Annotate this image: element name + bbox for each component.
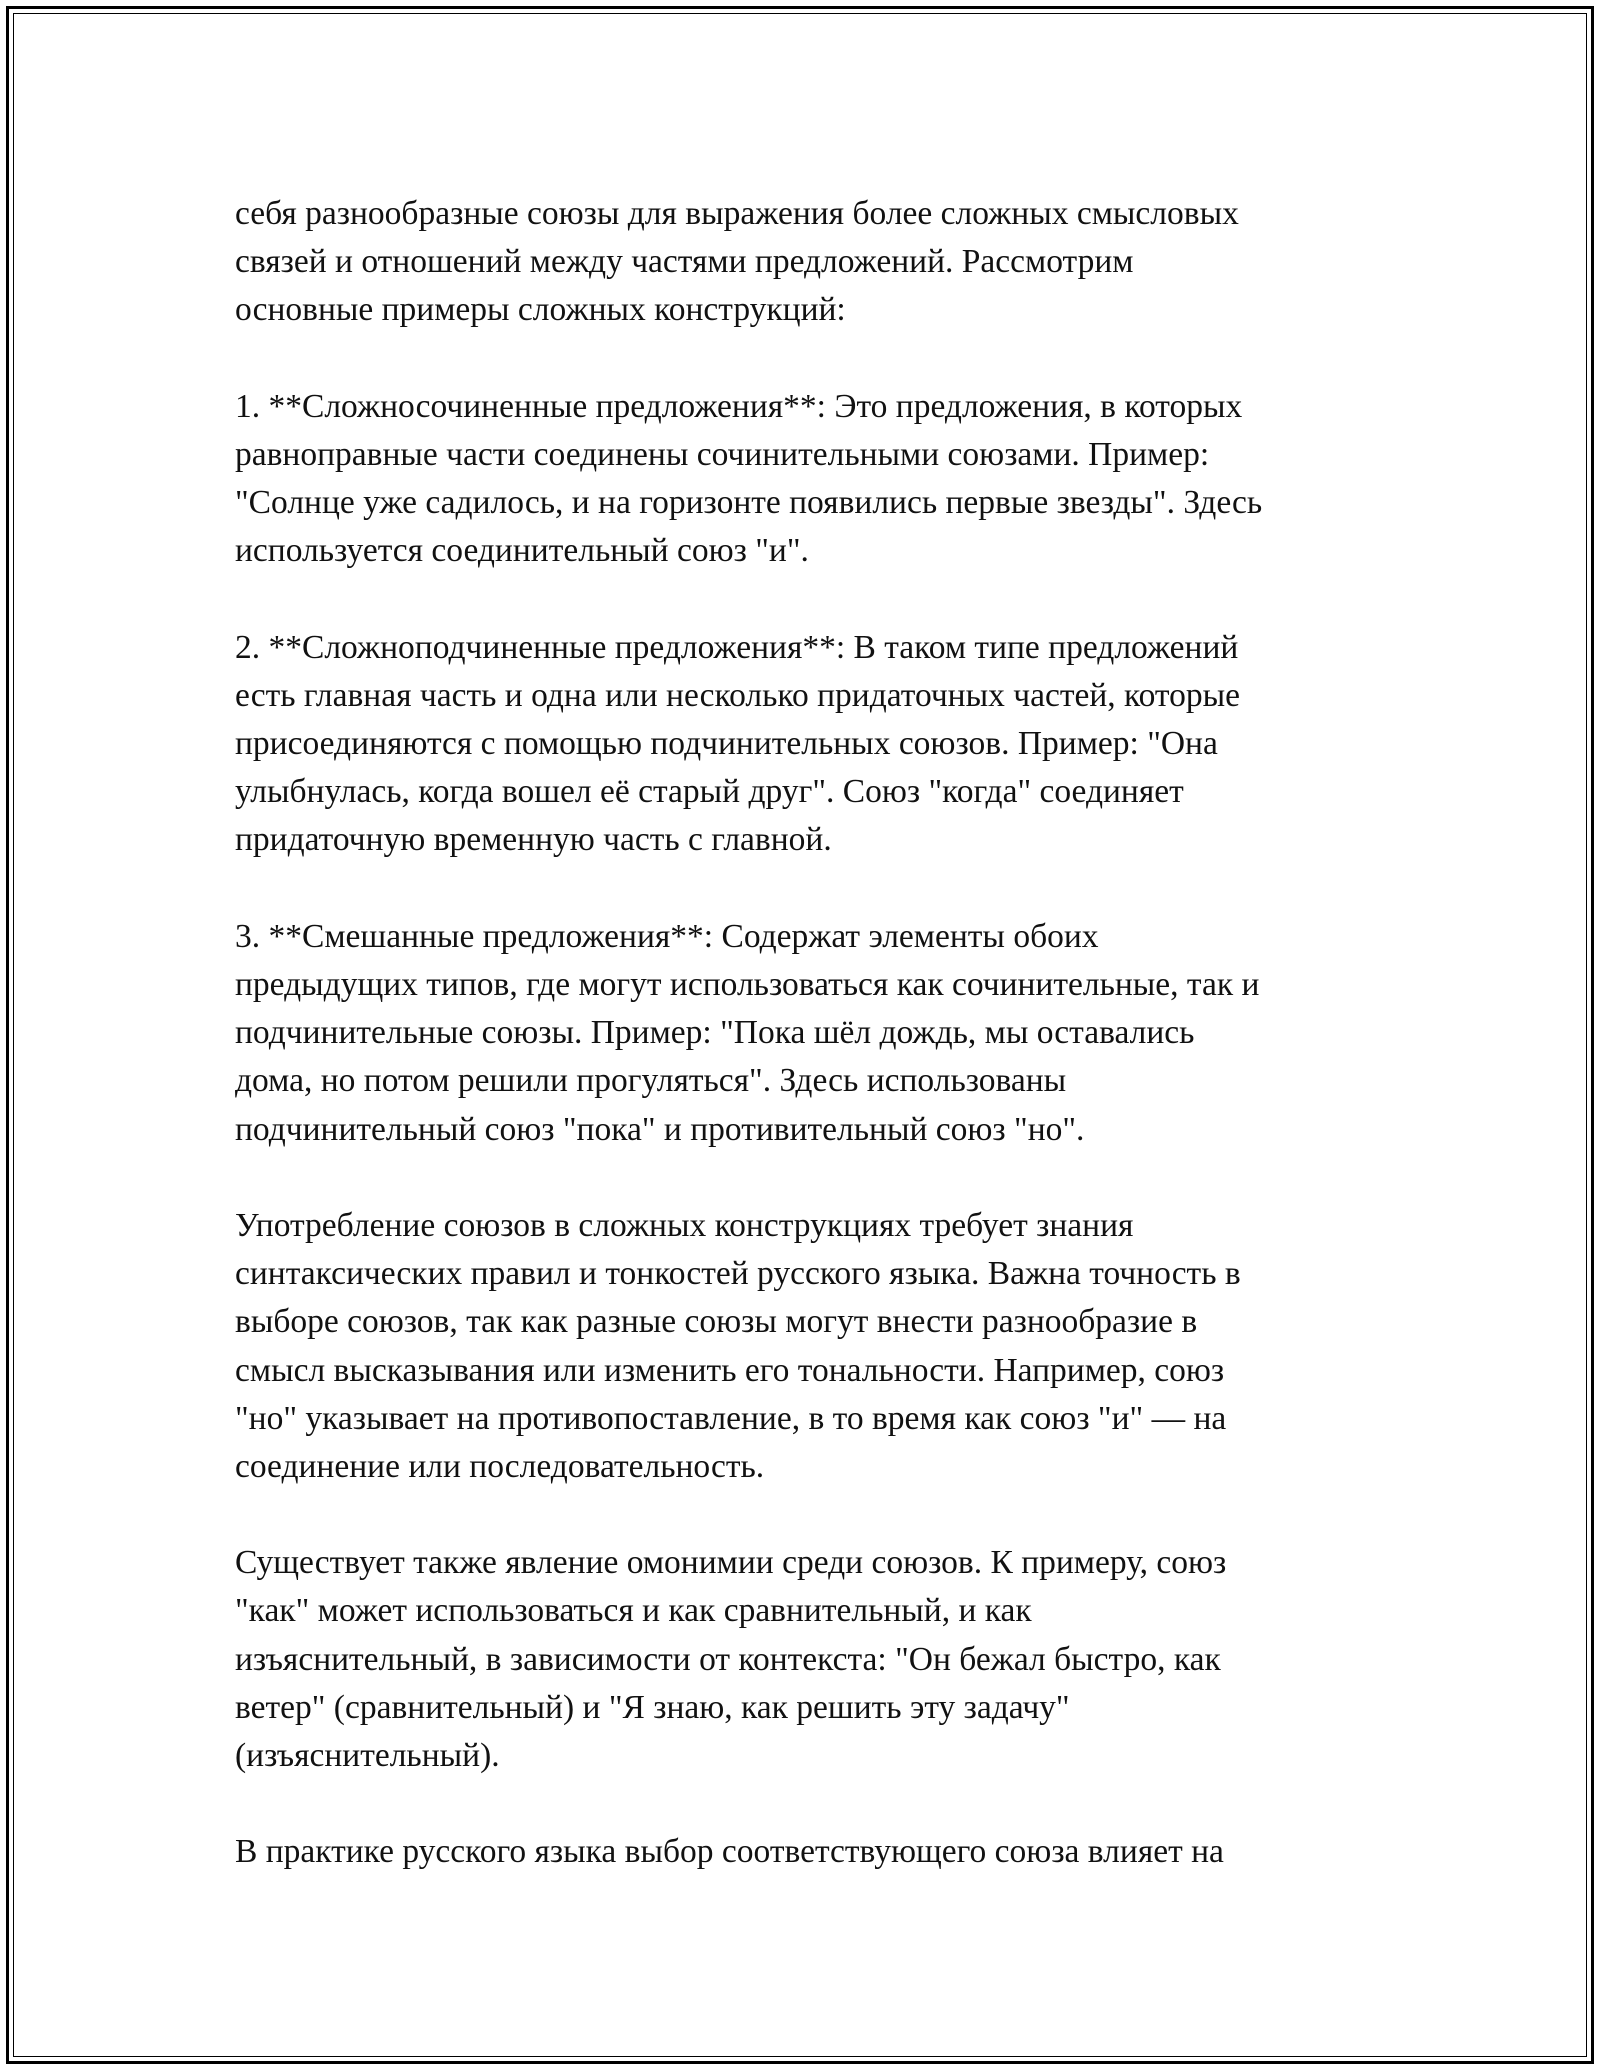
paragraph-gap (235, 865, 1385, 913)
text-line: выборе союзов, так как разные союзы могут внести разнообразие в (235, 1303, 1198, 1341)
text-line: дома, но потом решили прогуляться". Здесь использованы (235, 1062, 1067, 1100)
text-line: 1. **Сложносочиненные предложения**: Это предложения, в которых (235, 387, 1243, 425)
text-line: равноправные части соединены сочинительными союзами. Пример: (235, 435, 1210, 473)
paragraph-gap (235, 1154, 1385, 1202)
text-line: есть главная часть и одна или несколько придаточных частей, которые (235, 676, 1240, 714)
text-line: придаточную временную часть с главной. (235, 821, 832, 859)
text-line: смысл высказывания или изменить его тональности. Например, союз (235, 1351, 1225, 1389)
text-line: основные примеры сложных конструкций: (235, 291, 846, 329)
text-line: предыдущих типов, где могут использоваться как сочинительные, так и (235, 966, 1260, 1003)
text-line: используется соединительный союз "и". (235, 532, 809, 570)
text-line: подчинительный союз "пока" и противительный союз "но". (235, 1110, 1085, 1148)
text-line: В практике русского языка выбор соответствующего союза влияет на (235, 1833, 1224, 1871)
text-line: 2. **Сложноподчиненные предложения**: В таком типе предложений (235, 628, 1239, 666)
paragraph-gap (235, 1491, 1385, 1539)
text-line: присоединяются с помощью подчинительных союзов. Пример: "Она (235, 725, 1218, 763)
text-line: Употребление союзов в сложных конструкциях требует знания (235, 1206, 1134, 1244)
text-line: ветер" (сравнительный) и "Я знаю, как решить эту задачу" (235, 1688, 1070, 1726)
text-line: 3. **Смешанные предложения**: Содержат элементы обоих (235, 917, 1099, 955)
text-line: "но" указывает на противопоставление, в то время как союз "и" — на (235, 1399, 1227, 1437)
document-body (235, 190, 1385, 1877)
paragraph (235, 383, 1385, 576)
paragraph-gap (235, 1780, 1385, 1828)
paragraph (235, 913, 1385, 1154)
paragraph-gap (235, 576, 1385, 624)
text-line: подчинительные союзы. Пример: "Пока шёл дождь, мы оставались (235, 1014, 1195, 1052)
text-line: связей и отношений между частями предложений. Рассмотрим (235, 243, 1134, 281)
text-line: "Солнце уже садилось, и на горизонте появились первые звезды". Здесь (235, 484, 1263, 522)
text-line: соединение или последовательность. (235, 1447, 765, 1485)
text-line: "как" может использоваться и как сравнительный, и как (235, 1592, 1032, 1630)
text-line: изъяснительный, в зависимости от контекста: "Он бежал быстро, как (235, 1640, 1221, 1678)
paragraph (235, 1539, 1385, 1780)
paragraph-gap (235, 335, 1385, 383)
paragraph (235, 624, 1385, 865)
paragraph (235, 1828, 1385, 1876)
text-line: (изъяснительный). (235, 1737, 500, 1774)
paragraph (235, 1202, 1385, 1491)
text-line: Существует также явление омонимии среди союзов. К примеру, союз (235, 1544, 1227, 1582)
text-line: себя разнообразные союзы для выражения более сложных смысловых (235, 195, 1239, 232)
text-line: синтаксических правил и тонкостей русского языка. Важна точность в (235, 1255, 1241, 1293)
paragraph (235, 190, 1385, 335)
text-line: улыбнулась, когда вошел её старый друг". Союз "когда" соединяет (235, 773, 1184, 811)
